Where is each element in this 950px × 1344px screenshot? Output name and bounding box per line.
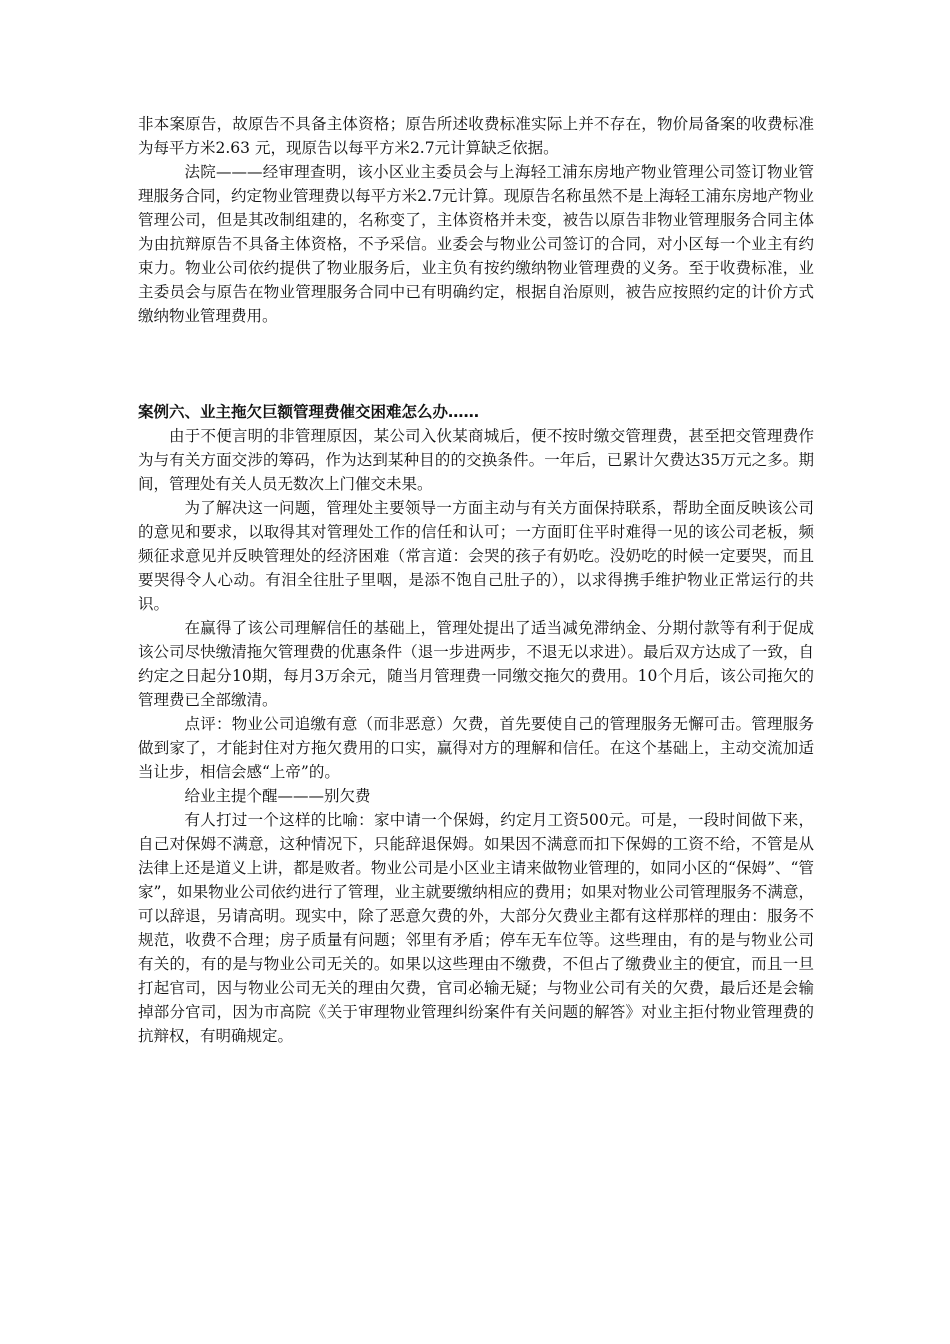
section-spacer [138, 328, 814, 400]
case-heading: 案例六、业主拖欠巨额管理费催交困难怎么办…… [138, 403, 480, 421]
paragraph-continuation: 非本案原告，故原告不具备主体资格；原告所述收费标准实际上并不存在，物价局备案的收费标准为每平方米2.63 元，现原告以每平方米2.7元计算缺乏依据。 [138, 115, 814, 157]
subheading-reminder: 给业主提个醒———别欠费 [184, 787, 371, 805]
paragraph-case-resolution: 在赢得了该公司理解信任的基础上，管理处提出了适当减免滞纳金、分期付款等有利于促成该公司尽快缴清拖欠管理费的优惠条件（退一步进两步，不退无以求进）。最后双方达成了一致，自约定之日起分10期，每月3万余元，随当月管理费一同缴交拖欠的费用。10个月后，该公司拖欠的管理费已全部缴清。 [138, 619, 814, 709]
document-page [138, 112, 814, 1048]
paragraph-case-approach: 为了解决这一问题，管理处主要领导一方面主动与有关方面保持联系，帮助全面反映该公司的意见和要求，以取得其对管理处工作的信任和认可；一方面盯住平时难得一见的该公司老板，频频征求意见并反映管理处的经济困难（常言道：会哭的孩子有奶吃。没奶吃的时候一定要哭，而且要哭得令人心动。有泪全往肚子里咽，是添不饱自己肚子的），以求得携手维护物业正常运行的共识。 [138, 499, 814, 613]
paragraph-final: 有人打过一个这样的比喻：家中请一个保姆，约定月工资500元。可是，一段时间做下来，自己对保姆不满意，这种情况下，只能辞退保姆。如果因不满意而扣下保姆的工资不给，不管是从法律上还是道义上讲，都是败者。物业公司是小区业主请来做物业管理的，如同小区的“保姆”、“管家”，如果物业公司依约进行了管理，业主就要缴纳相应的费用；如果对物业公司管理服务不满意，可以辞退，另请高明。现实中，除了恶意欠费的外，大部分欠费业主都有这样那样的理由：服务不规范，收费不合理；房子质量有问题；邻里有矛盾；停车无车位等。这些理由，有的是与物业公司有关的，有的是与物业公司无关的。如果以这些理由不缴费，不但占了缴费业主的便宜，而且一旦打起官司，因与物业公司无关的理由欠费，官司必输无疑；与物业公司有关的欠费，最后还是会输掉部分官司，因为市高院《关于审理物业管理纠纷案件有关问题的解答》对业主拒付物业管理费的抗辩权，有明确规定。 [138, 811, 814, 1045]
paragraph-court-finding: 法院———经审理查明，该小区业主委员会与上海轻工浦东房地产物业管理公司签订物业管理服务合同，约定物业管理费以每平方米2.7元计算。现原告名称虽然不是上海轻工浦东房地产物业管理公司，但是其改制组建的，名称变了，主体资格并未变，被告以原告非物业管理服务合同主体为由抗辩原告不具备主体资格，不予采信。业委会与物业公司签订的合同，对小区每一个业主有约束力。物业公司依约提供了物业服务后，业主负有按约缴纳物业管理费的义务。至于收费标准，业主委员会与原告在物业管理服务合同中已有明确约定，根据自治原则，被告应按照约定的计价方式缴纳物业管理费用。 [138, 163, 814, 325]
paragraph-case-intro: 由于不便言明的非管理原因，某公司入伙某商城后，便不按时缴交管理费，甚至把交管理费作为与有关方面交涉的筹码，作为达到某种目的的交换条件。一年后，已累计欠费达35万元之多。期间，管理处有关人员无数次上门催交未果。 [138, 427, 814, 493]
paragraph-case-comment: 点评：物业公司追缴有意（而非恶意）欠费，首先要使自己的管理服务无懈可击。管理服务做到家了，才能封住对方拖欠费用的口实，赢得对方的理解和信任。在这个基础上，主动交流加适当让步，相信会感“上帝”的。 [138, 715, 814, 781]
